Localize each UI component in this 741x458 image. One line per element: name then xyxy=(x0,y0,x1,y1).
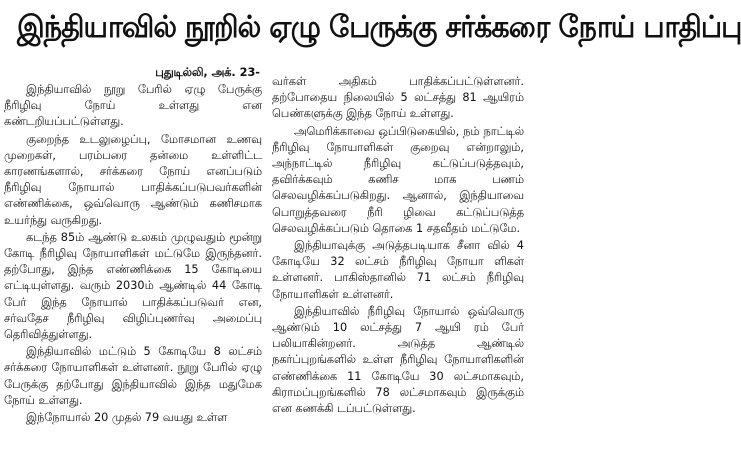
left-column xyxy=(4,66,262,427)
right-column xyxy=(272,74,524,418)
paragraph: இந்நோயால் 20 முதல் 79 வயது உள்ள xyxy=(26,411,228,425)
article-dateline: புதுடில்லி, அக். 23- xyxy=(155,66,260,79)
paragraph: கடந்த 85ம் ஆண்டு உலகம் முழுவதும் மூன்று கோடி நீரிழிவு நோயாளிகள் மட்டுமே இருந்தனர். தற்போது, இந்த எண்ணிக்கை 15 கோடியை எட்டியுள்ளது. வரும் 2030ம் ஆண்டில் 44 கோடி பேர் இந்த நோயால் பாதிக்கப்படுவர் என, சர்வதேச நீரிழிவு விழிப்புணர்வு அமைப்பு தெரிவித்துள்ளது. xyxy=(4,230,262,342)
paragraph: இந்தியாவில் நூறு பேரில் ஏழு பேருக்கு நீரிழிவு நோய் உள்ளது என கண்டறியப்பட்டுள்ளது. xyxy=(4,83,262,129)
paragraph: இந்தியாவில் நீரிழிவு நோயால் ஒவ்வொரு ஆண்டும் 10 லட்சத்து 7 ஆயி ரம் பேர் பலியாகின்றனர். அடுத்த ஆண்டில் நகர்ப்புறங்களில் உள்ள நீரிழிவு நோயாளிகளின் எண்ணிக்கை 11 கோடியே 30 லட்சமாகவும், கிராமப்புறங்களில் 78 லட்சமாகவும் இருக்கும் என கணக்கி டப்பட்டுள்ளது. xyxy=(272,304,524,416)
article-headline: இந்தியாவில் நூறில் ஏழு பேருக்கு சர்க்கரை நோய் பாதிப்பு xyxy=(17,10,741,45)
paragraph: வர்கள் அதிகம் பாதிக்கப்பட்டுள்ளனர். தற்போதைய நிலையில் 5 லட்சத்து 81 ஆயிரம் பெண்களுக்கு இந்த நோய் உள்ளது. xyxy=(272,75,524,121)
paragraph: இந்தியாவில் மட்டும் 5 கோடியே 8 லட்சம் சர்க்கரை நோயாளிகள் உள்ளனர். நூறு பேரில் ஏழு பேருக்கு தற்போது இந்தியாவில் இந்த மதுமேக நோய் உள்ளது. xyxy=(4,345,262,407)
paragraph: இந்தியாவுக்கு அடுத்தபடியாக சீனா வில் 4 கோடியே 32 லட்சம் நீரிழிவு நோயா ளிகள் உள்ளனர். பாகிஸ்தானில் 71 லட்சம் நீரிழிவு நோயாளிகள் உள்ளனர். xyxy=(272,239,524,301)
paragraph: அமெரிக்காவை ஒப்பிடுகையில், நம் நாட்டில் நீரிழிவு நோயாளிகள் குறைவு என்றாலும், அந்நாட்டில் நீரிழிவு கட்டுப்படுத்தவும், தவிர்க்கவும் கணிச மாக பணம் செலவழிக்கப்படுகிறது. ஆனால், இந்தியாவை பொறுத்தவரை நீரி ழிவை கட்டுப்படுத்த செலவழிக்கப்படும் தொகை 1 சதவீதம் மட்டுமே. xyxy=(272,124,524,235)
paragraph: குறைந்த உடலுழைப்பு, மோசமான உணவு முறைகள், பரம்பரை தன்மை உள்ளிட்ட காரணங்களால், சர்க்கரை நோய் எனப்படும் நீரிழிவு நோயால் பாதிக்கப்படுபவர்களின் எண்ணிக்கை, ஒவ்வொரு ஆண்டும் கணிசமாக உயர்ந்து வருகிறது. xyxy=(4,132,262,227)
